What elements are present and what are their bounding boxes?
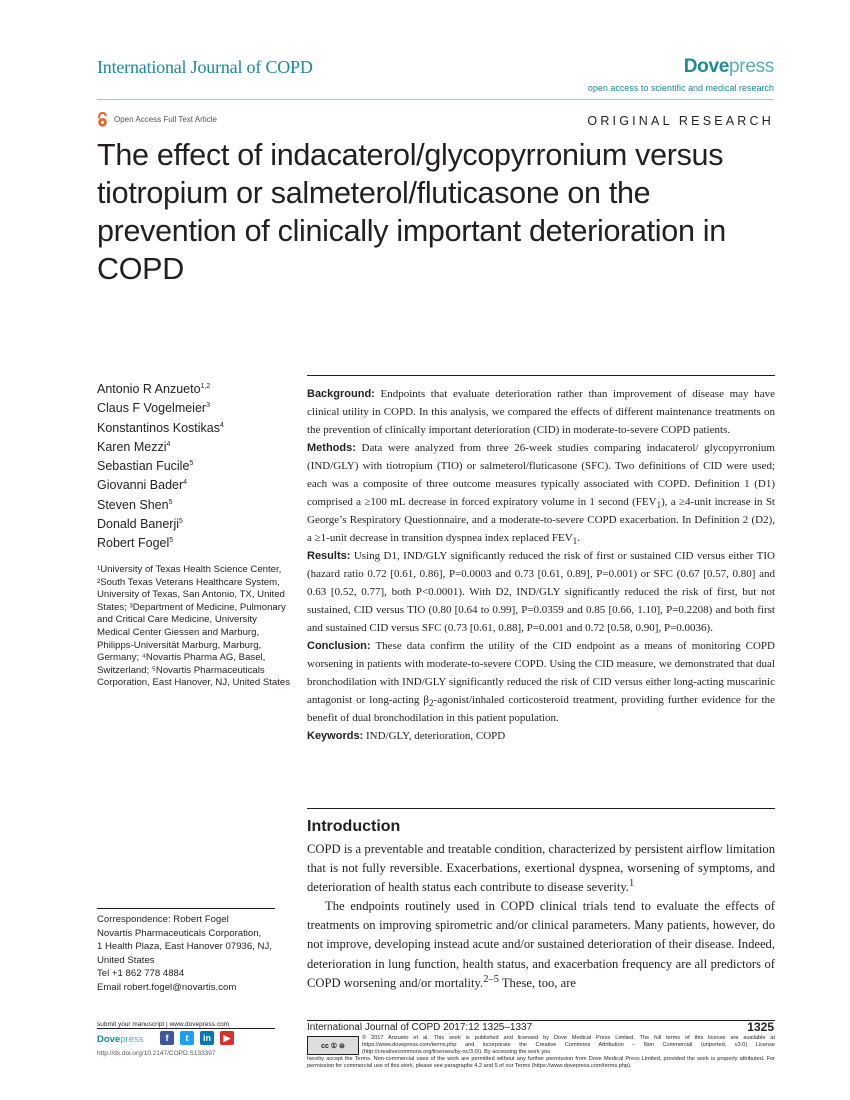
author-name[interactable] — [97, 438, 287, 457]
tagline: open access to scientific and medical research — [587, 83, 774, 93]
facebook-icon[interactable]: f — [160, 1031, 174, 1045]
author-name[interactable] — [97, 457, 287, 476]
methods-subscript: 1 — [656, 500, 662, 511]
footer-brand-light: press — [120, 1034, 144, 1045]
correspondence — [97, 913, 287, 995]
footer-left-rule — [97, 1028, 275, 1029]
methods-label: Methods: — [307, 442, 356, 454]
footer-rule — [307, 1020, 775, 1021]
abstract-results — [307, 547, 775, 637]
submit-manuscript-link[interactable]: submit your manuscript | www.dovepress.com — [97, 1021, 230, 1028]
brand-light: press — [729, 56, 774, 77]
author-affiliation-mark: 3 — [206, 402, 210, 410]
author-affiliation-mark: 4 — [220, 421, 224, 429]
intro-text: The endpoints routinely used in COPD clinical trials tend to evaluate the effects of treatments on improving spirometric and/or clinical parameters. Many patients, however, do not improve, developing instead acute and/or sustained deterioration of their disease. Indeed, deterioration in lung function, health status, and exacerbation frequency are all predictors of COPD worsening and/or mortality. — [307, 899, 775, 990]
conclusion-subscript: 2 — [428, 698, 434, 709]
license-text: © 2017 Anzueto et al. This work is published and licensed by Dove Medical Press Limited. The full terms of this license are available at https://www.dovepress.com/terms.php and incorporate the Creative Commons Attribution – Non Commercial (unported, v3.0) License (http://creativecommons.org/licenses/by-nc/3.0/). By accessing the work you — [362, 1035, 775, 1056]
intro-paragraph — [307, 840, 775, 897]
author-affiliation-mark: 1,2 — [200, 382, 211, 390]
author-name[interactable] — [97, 399, 287, 418]
header-divider — [97, 99, 774, 100]
doi-link[interactable]: http://dx.doi.org/10.2147/COPD.S133397 — [97, 1050, 216, 1057]
correspondence-divider — [97, 908, 275, 909]
journal-name[interactable]: International Journal of COPD — [97, 57, 313, 77]
author-name[interactable] — [97, 476, 287, 495]
creative-commons-badge[interactable]: cc ① ⊜ — [307, 1036, 359, 1055]
author-name-text: Donald Banerji — [97, 517, 179, 532]
author-affiliation-mark: 4 — [183, 479, 188, 487]
keywords-label: Keywords: — [307, 730, 364, 742]
footer-dovepress-logo[interactable] — [97, 1034, 143, 1045]
author-affiliation-mark: 5 — [179, 517, 183, 525]
methods-text: Data were analyzed from three 26-week studies comparing indacaterol/ glycopyrronium (IND/GLY) with tiotropium (TIO) or salmeterol/fluticasone (SFC). Two definitions of CID were used; each was a composite of three outcome measures typically associated with COPD. Definition 1 (D1) comprised a ≥100 mL decrease in forced expiratory volume in 1 second (FEV — [307, 442, 775, 508]
author-affiliation-mark: 4 — [166, 440, 171, 448]
abstract-keywords — [307, 727, 775, 745]
footer-brand-bold: Dove — [97, 1034, 121, 1045]
results-text: Using D1, IND/GLY significantly reduced the risk of first or sustained CID versus either TIO (hazard ratio 0.72 [0.61, 0.86], P=0.0003 and 0.73 [0.61, 0.89], P=0.001) or SFC (0.67 [0.57, 0.80] and 0.63 [0.52, 0.77], both P<0.0001). With D2, IND/GLY significantly reduced the risk of first, but not sustained, CID versus TIO (0.80 [0.64 to 0.99], P=0.0359 and 0.85 [0.66, 1.10], P=0.2208) and both first and sustained CID versus SFC (0.73 [0.61, 0.88], P=0.001 and 0.72 [0.58, 0.90], P=0.0036). — [307, 550, 776, 634]
dovepress-logo[interactable] — [684, 56, 774, 78]
reference-link[interactable]: 1 — [628, 878, 635, 889]
open-access-icon — [97, 112, 108, 127]
author-name[interactable] — [97, 534, 287, 553]
abstract-methods — [307, 439, 775, 547]
license-text-continued: hereby accept the Terms. Non-commercial uses of the work are permitted without any further permission from Dove Medical Press Limited, provided the work is properly attributed. For permission for commercial use of this work, please see paragraphs 4.2 and 5 of our Terms (https://www.dovepress.com/terms.php). — [307, 1056, 775, 1070]
author-affiliation-mark: 5 — [168, 498, 173, 506]
conclusion-label: Conclusion: — [307, 640, 371, 652]
abstract-background — [307, 385, 775, 439]
correspondence-email[interactable]: Email robert.fogel@novartis.com — [97, 981, 237, 993]
methods-text: . — [577, 532, 580, 544]
author-name-text: Giovanni Bader — [97, 478, 184, 493]
correspondence-line: 1 Health Plaza, East Hanover 07936, NJ, — [97, 941, 272, 953]
twitter-icon[interactable]: t — [180, 1031, 194, 1045]
background-label: Background: — [307, 388, 375, 400]
intro-text: These, too, are — [498, 975, 576, 990]
author-name[interactable] — [97, 419, 287, 438]
correspondence-line: Tel +1 862 778 4884 — [97, 968, 185, 980]
author-name[interactable] — [97, 515, 287, 534]
social-links — [160, 1031, 234, 1045]
author-name-text: Sebastian Fucile — [97, 459, 190, 474]
author-name-text: Robert Fogel — [97, 536, 170, 551]
author-affiliation-mark: 5 — [169, 537, 174, 545]
conclusion-text: These data confirm the utility of the CID endpoint as a means of monitoring COPD worsening in patients with moderate-to-severe COPD. Using the CID measure, we demonstrated that dual bronchodilation with IND/GLY significantly reduced the risk of CID versus either long-acting muscarinic antagonist or long-acting β — [307, 640, 775, 706]
results-label: Results: — [307, 550, 351, 562]
conclusion-text: -agonist/inhaled corticosteroid treatment, providing further evidence for the benefit of dual bronchodilation in this patient population. — [307, 694, 775, 724]
introduction-heading: Introduction — [307, 818, 401, 835]
youtube-icon[interactable]: ▶ — [220, 1031, 234, 1045]
affiliations: ¹University of Texas Health Science Center, ²South Texas Veterans Healthcare System, University of Texas, San Antonio, TX, United States; ³Department of Medicine, Pulmonary and Critical Care Medicine, University Medical Center Giessen and Marburg, Philipps-Universität Marburg, Marburg, Germany; ⁴Novartis Pharma AG, Basel, Switzerland; ⁵Novartis Pharmaceuticals Corporation, East Hanover, NJ, United States — [97, 564, 291, 689]
author-name[interactable] — [97, 380, 287, 399]
page-number: 1325 — [747, 1020, 774, 1034]
open-access-badge[interactable] — [97, 112, 217, 127]
linkedin-icon[interactable]: in — [200, 1031, 214, 1045]
author-list — [97, 380, 287, 554]
author-name-text: Karen Mezzi — [97, 439, 167, 454]
open-access-label: Open Access Full Text Article — [114, 115, 218, 124]
article-type: ORIGINAL RESEARCH — [587, 114, 774, 128]
author-affiliation-mark: 5 — [189, 460, 194, 468]
author-name-text: Steven Shen — [97, 497, 169, 512]
abstract-conclusion — [307, 637, 775, 727]
author-name-text: Claus F Vogelmeier — [97, 401, 207, 416]
methods-text: ), a ≥4-unit increase in St George’s Respiratory Questionnaire, and a moderate-to-severe COPD exacerbation. In Definition 2 (D2), a ≥1-unit decrease in transition dyspnea index replaced FEV — [307, 496, 775, 544]
abstract-top-rule — [307, 375, 775, 376]
author-name-text: Konstantinos Kostikas — [97, 420, 220, 435]
background-text: Endpoints that evaluate deterioration rather than improvement of disease may have clinical utility in COPD. In this analysis, we compared the effects of different maintenance treatments on the prevention of clinically important deterioration (CID) in moderate-to-severe COPD patients. — [307, 388, 775, 436]
intro-text: COPD is a preventable and treatable condition, characterized by persistent airflow limitation that is not fully reversible. Exacerbations, exertional dyspnea, worsening of symptoms, and deterioration of health status each contribute to disease severity. — [307, 842, 775, 895]
abstract-bottom-rule — [307, 808, 775, 809]
correspondence-line: United States — [97, 954, 155, 966]
correspondence-line: Correspondence: Robert Fogel — [97, 914, 229, 925]
methods-subscript: 1 — [572, 536, 578, 547]
author-name[interactable] — [97, 496, 287, 515]
brand-bold: Dove — [683, 56, 730, 77]
reference-link[interactable]: 2–5 — [483, 973, 499, 985]
author-name-text: Antonio R Anzueto — [97, 382, 201, 396]
intro-paragraph — [307, 897, 775, 992]
correspondence-line: Novartis Pharmaceuticals Corporation, — [97, 927, 262, 939]
article-title: The effect of indacaterol/glycopyrronium versus tiotropium or salmeterol/fluticasone on the prevention of clinically important deterioration in COPD — [97, 138, 726, 286]
journal-citation: International Journal of COPD 2017:12 1325–1337 — [307, 1022, 533, 1033]
introduction-body — [307, 840, 775, 993]
abstract — [307, 385, 775, 745]
keywords-text: IND/GLY, deterioration, COPD — [366, 730, 506, 742]
